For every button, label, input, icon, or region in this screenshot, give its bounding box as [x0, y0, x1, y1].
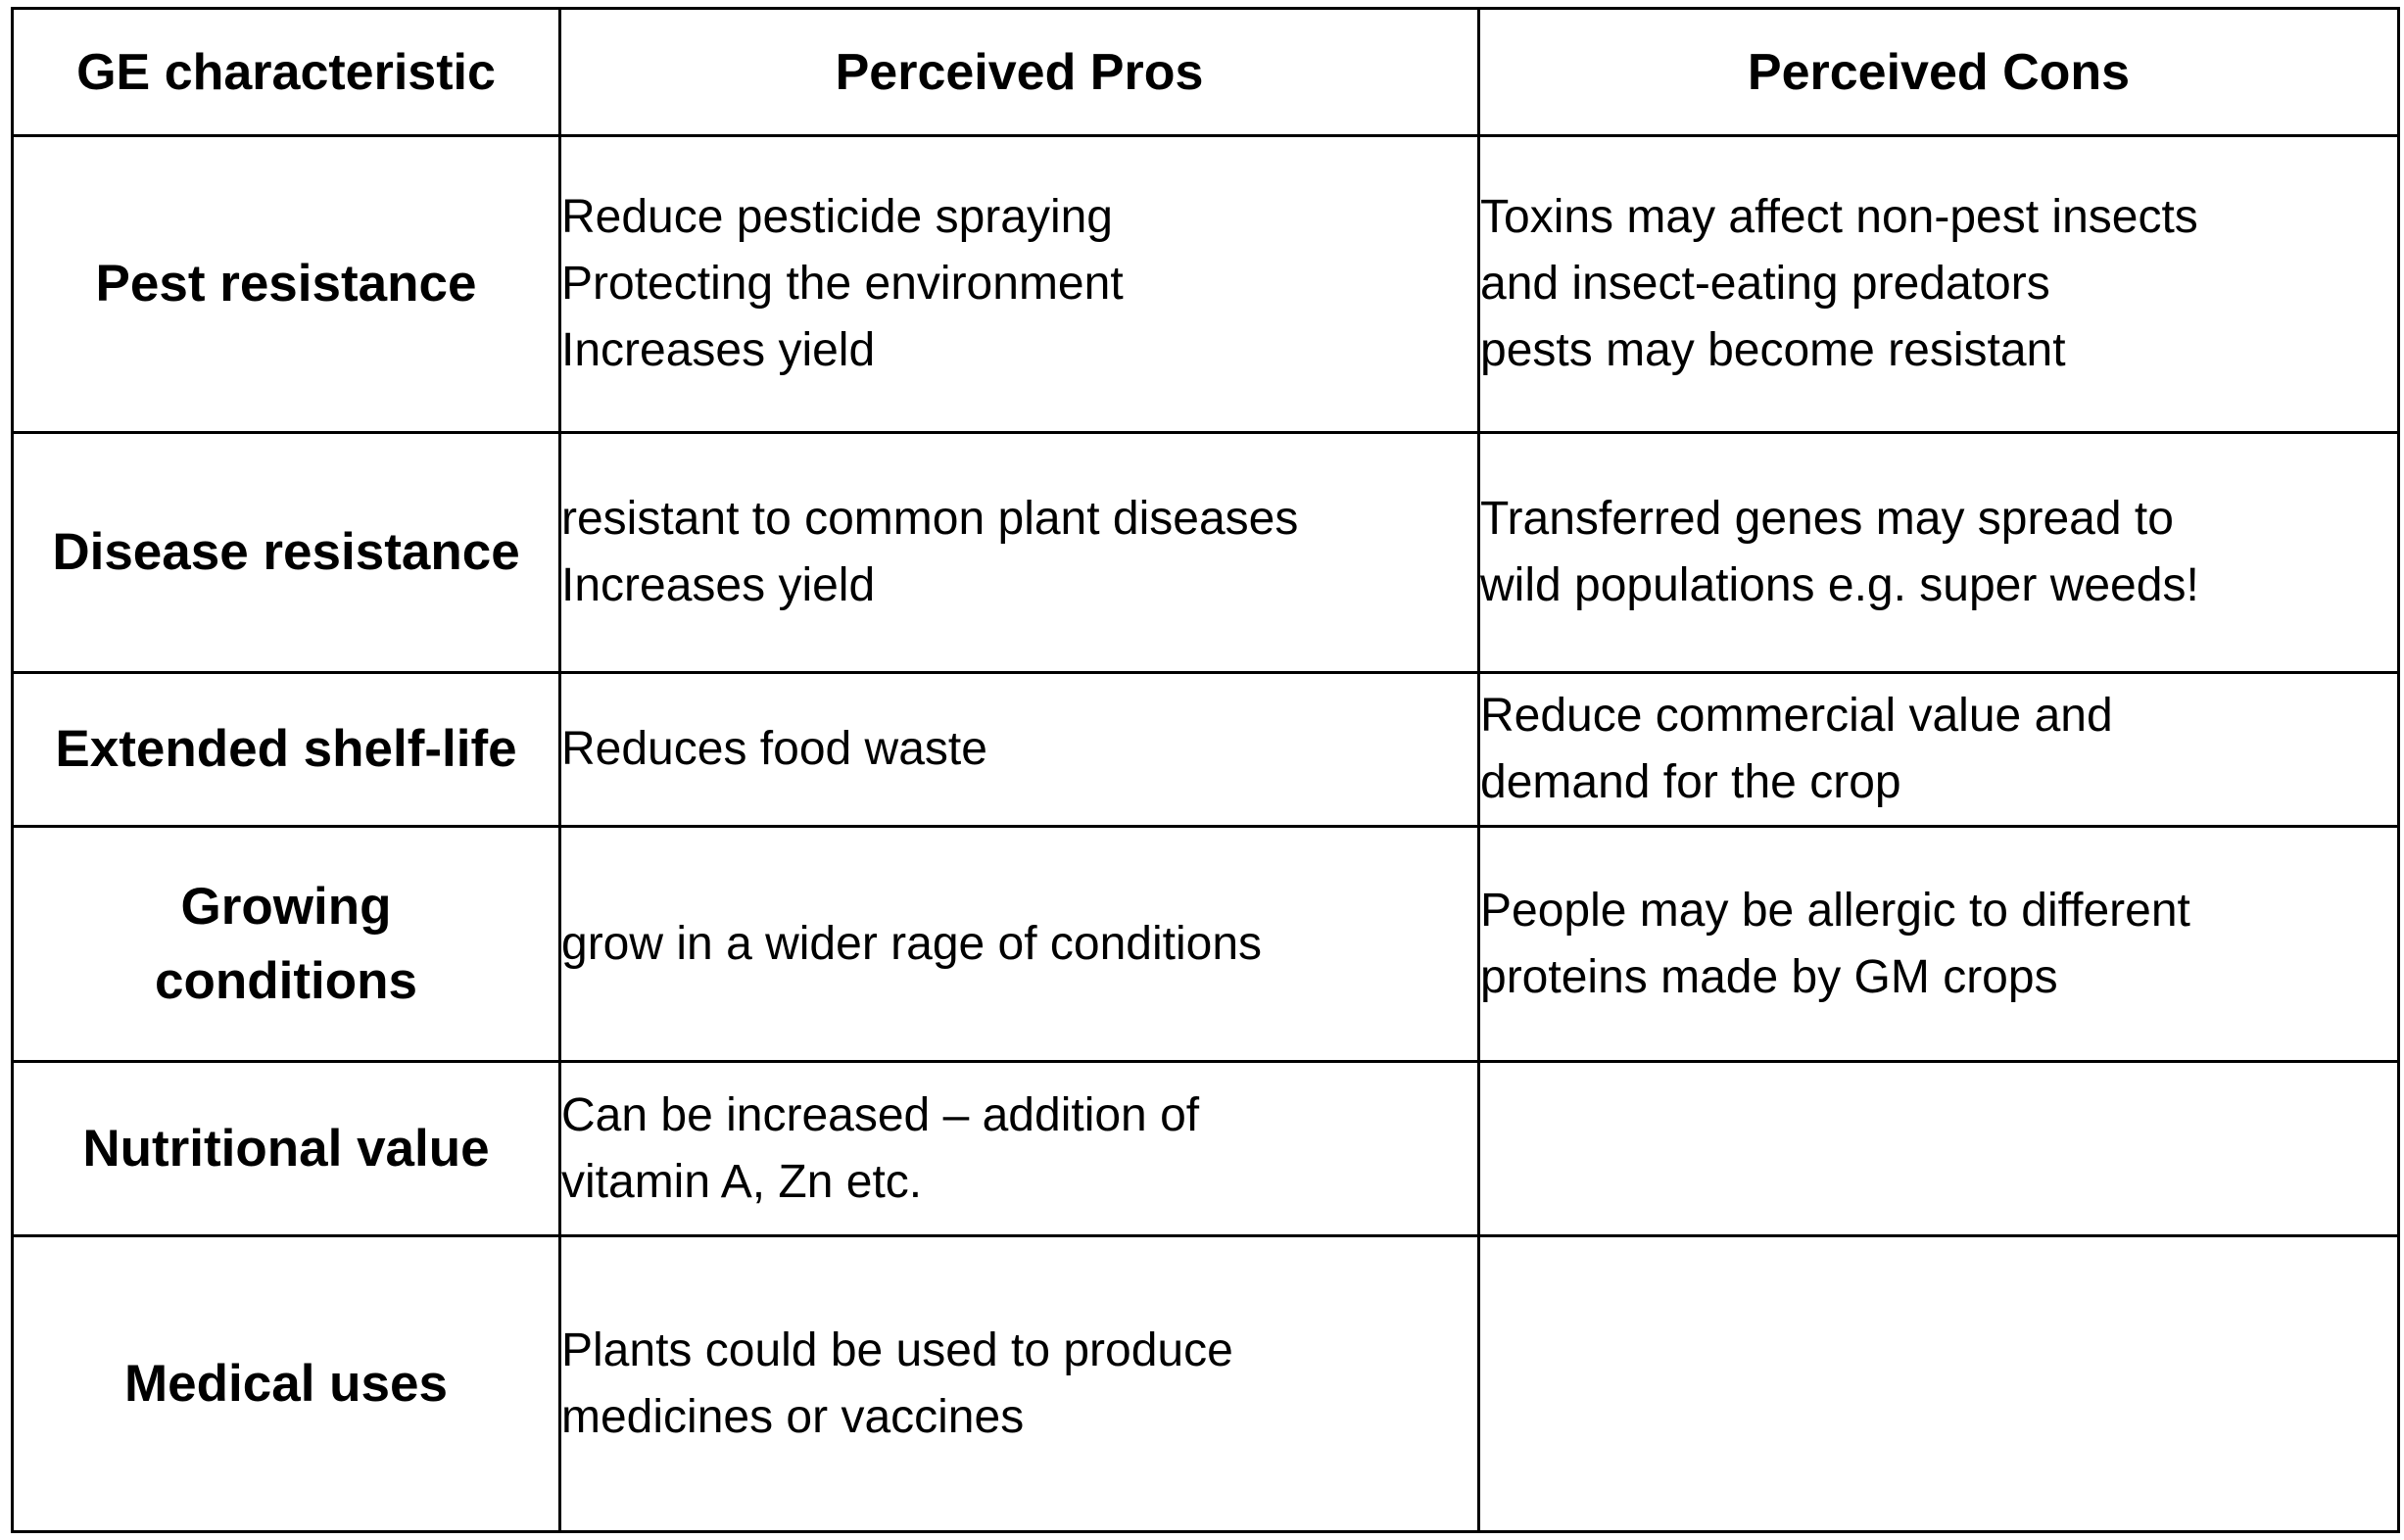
- pros-line: grow in a wider rage of conditions: [561, 917, 1263, 970]
- pros-cell: [560, 433, 1479, 673]
- pros-line: Can be increased – addition of: [561, 1088, 1200, 1141]
- cons-line: proteins made by GM crops: [1480, 950, 2058, 1003]
- table-row: [13, 1062, 2399, 1236]
- header-pros: Perceived Pros: [560, 9, 1479, 136]
- cons-cell: [1479, 136, 2399, 433]
- row-label-disease-resistance: Disease resistance: [13, 433, 560, 673]
- row-label-pest-resistance: Pest resistance: [13, 136, 560, 433]
- pros-line: Protecting the environment: [561, 258, 1124, 310]
- row-label-medical-uses: Medical uses: [13, 1236, 560, 1532]
- header-cons: Perceived Cons: [1479, 9, 2399, 136]
- row-label-growing-conditions: [13, 827, 560, 1062]
- pros-line: vitamin A, Zn etc.: [561, 1155, 923, 1208]
- pros-line: Increases yield: [561, 559, 876, 611]
- cons-line: Transferred genes may spread to: [1480, 493, 2174, 545]
- table-row: [13, 136, 2399, 433]
- cons-cell-empty: [1479, 1062, 2399, 1236]
- row-label-line: conditions: [155, 951, 417, 1010]
- header-characteristic: GE characteristic: [13, 9, 560, 136]
- row-label-nutritional-value: Nutritional value: [13, 1062, 560, 1236]
- pros-cell: [560, 673, 1479, 827]
- cons-cell: [1479, 433, 2399, 673]
- pros-cell: [560, 136, 1479, 433]
- cons-cell: [1479, 673, 2399, 827]
- cons-cell-empty: [1479, 1236, 2399, 1532]
- pros-line: Increases yield: [561, 324, 876, 376]
- table-header-row: [13, 9, 2399, 136]
- pros-line: medicines or vaccines: [561, 1390, 1025, 1443]
- row-label-line: Growing: [180, 877, 392, 936]
- cons-line: demand for the crop: [1480, 756, 1901, 808]
- pros-line: Reduce pesticide spraying: [561, 191, 1113, 243]
- table-row: [13, 433, 2399, 673]
- pros-line: Plants could be used to produce: [561, 1323, 1233, 1376]
- pros-cell: [560, 1062, 1479, 1236]
- table-row: [13, 673, 2399, 827]
- table-row: [13, 1236, 2399, 1532]
- pros-line: resistant to common plant diseases: [561, 493, 1299, 545]
- pros-cell: [560, 827, 1479, 1062]
- cons-line: pests may become resistant: [1480, 324, 2066, 376]
- cons-line: People may be allergic to different: [1480, 884, 2190, 937]
- cons-cell: [1479, 827, 2399, 1062]
- cons-line: Reduce commercial value and: [1480, 690, 2113, 742]
- table-row: [13, 827, 2399, 1062]
- cons-line: Toxins may affect non-pest insects: [1480, 191, 2198, 243]
- pros-line: Reduces food waste: [561, 723, 987, 775]
- cons-line: and insect-eating predators: [1480, 258, 2050, 310]
- ge-pros-cons-table: [11, 7, 2400, 1533]
- pros-cell: [560, 1236, 1479, 1532]
- cons-line: wild populations e.g. super weeds!: [1480, 559, 2199, 611]
- row-label-extended-shelf-life: Extended shelf-life: [13, 673, 560, 827]
